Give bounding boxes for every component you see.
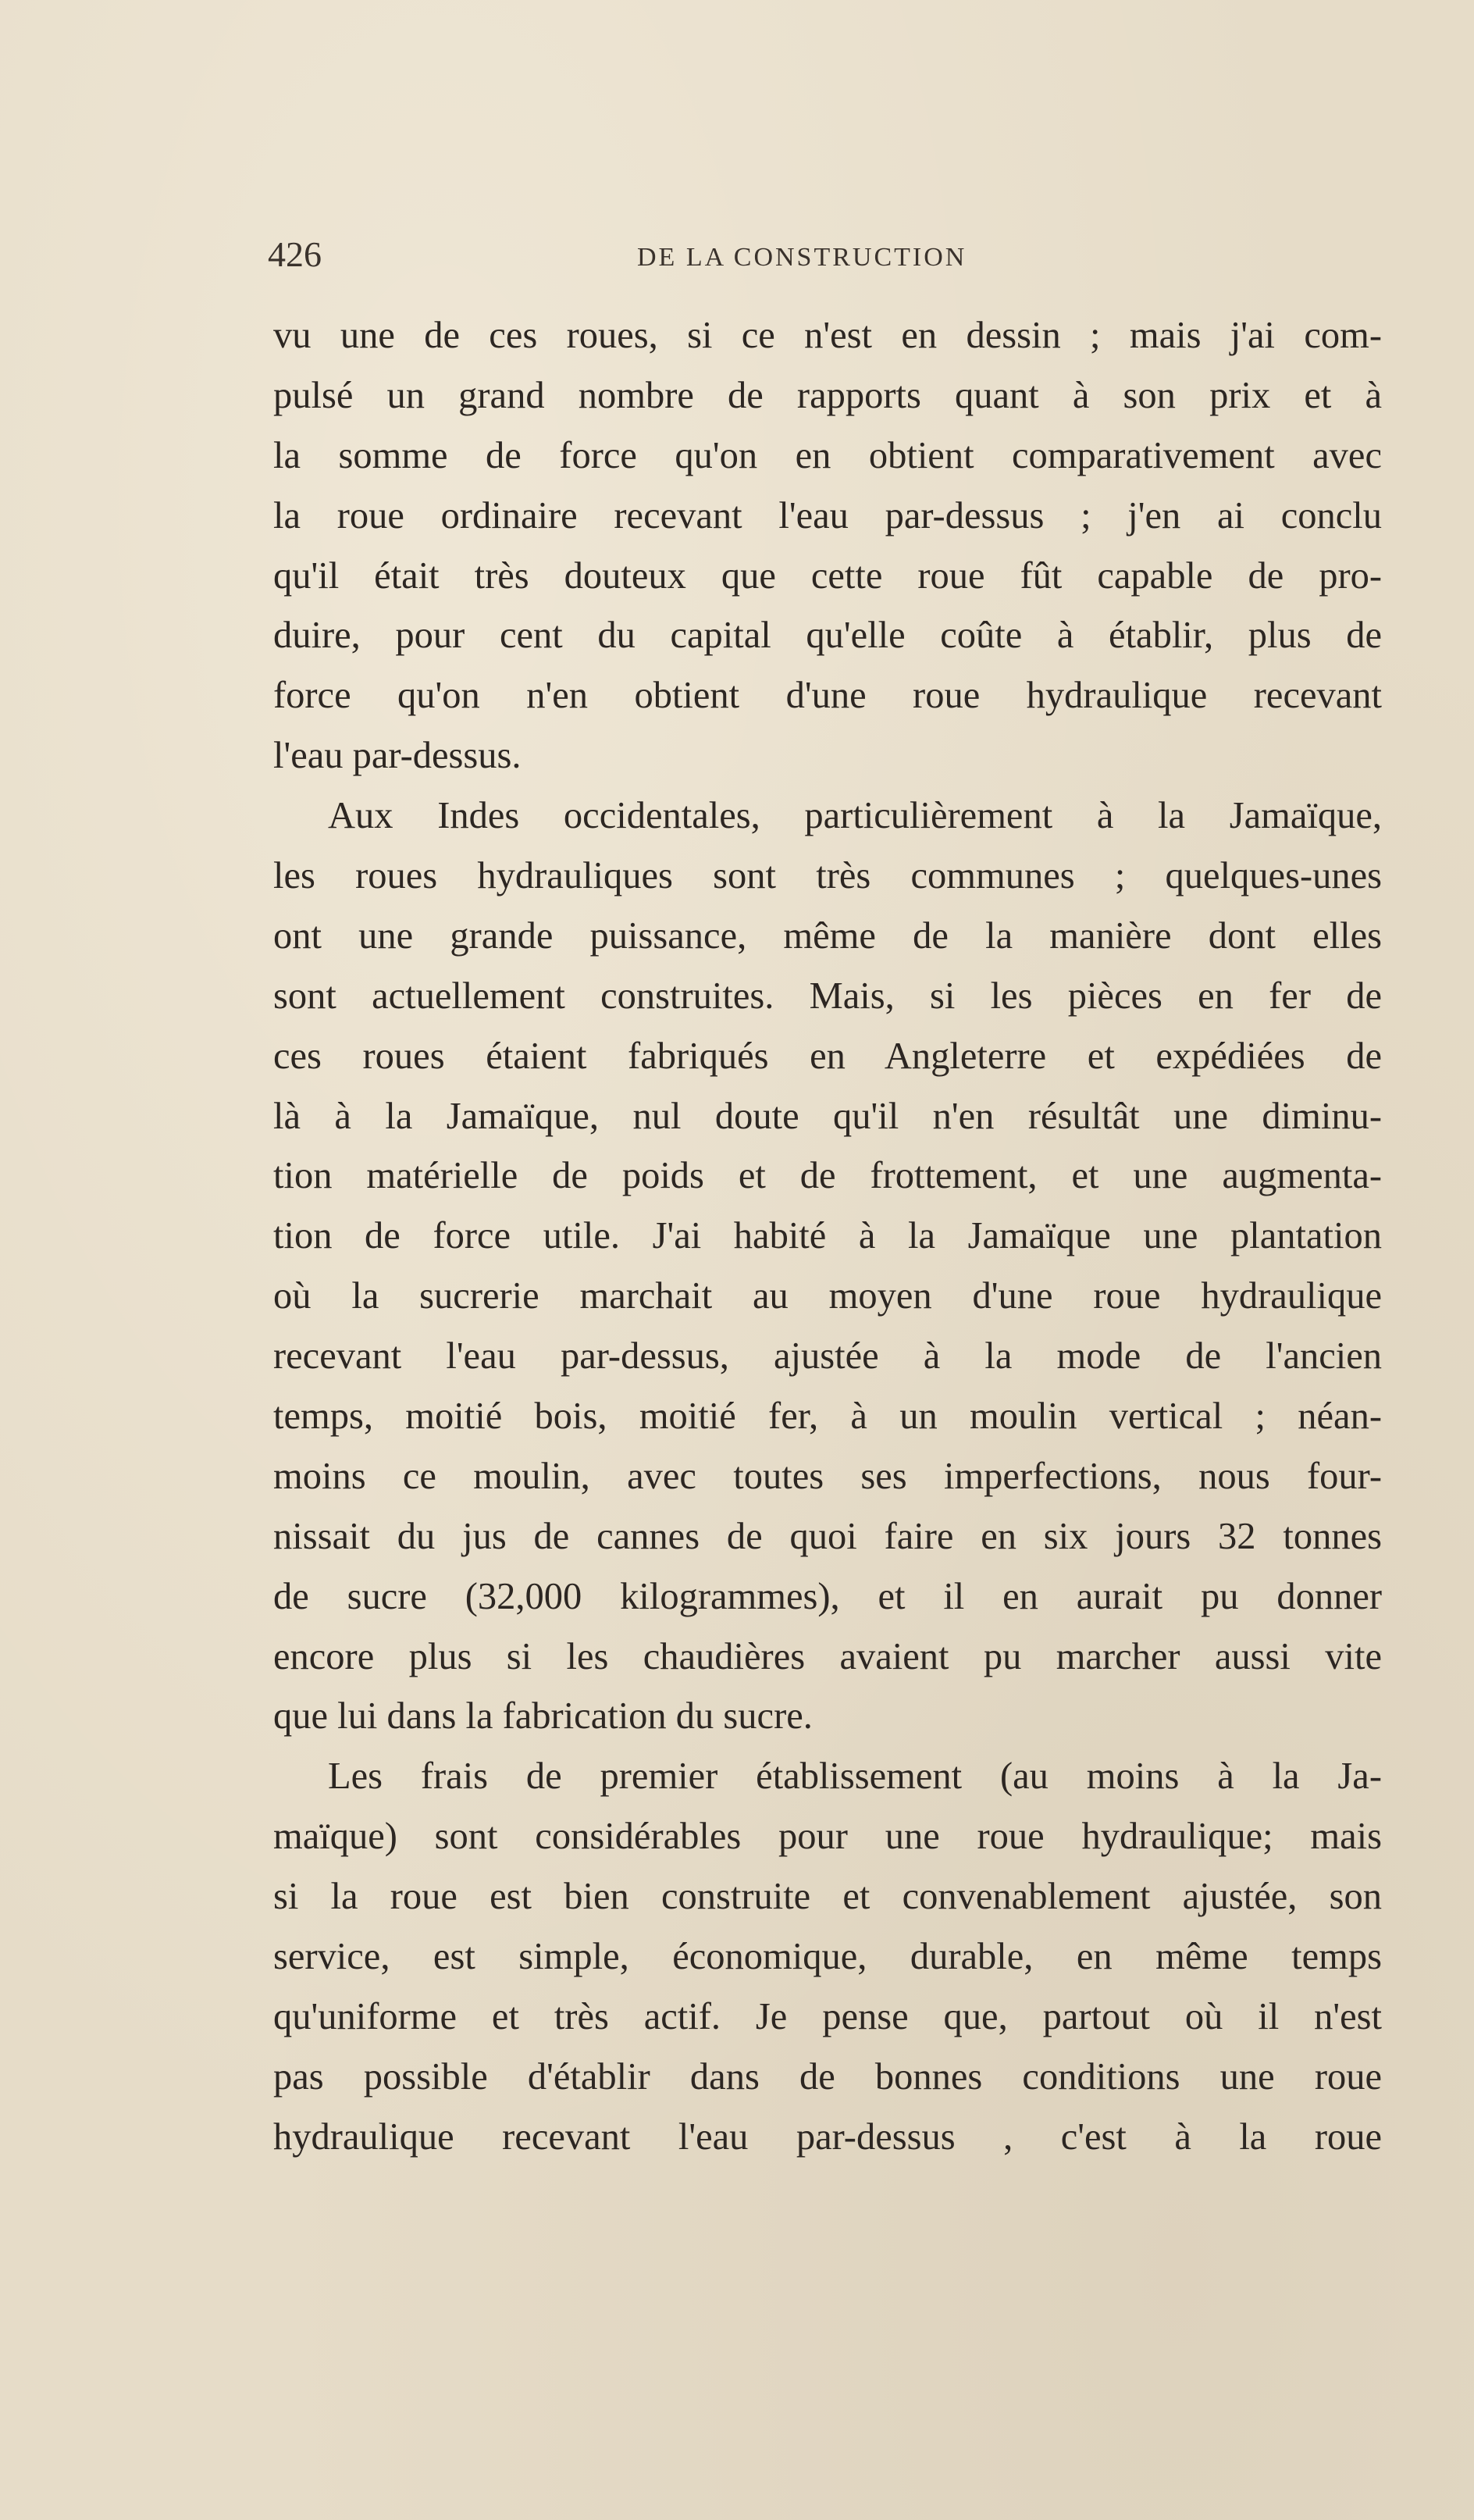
text-line: la somme de force qu'on en obtient comparativement avec bbox=[273, 434, 1382, 476]
text-line: vu une de ces roues, si ce n'est en dessin ; mais j'ai com- bbox=[273, 315, 1382, 356]
text-line: ces roues étaient fabriqués en Angleterre et expédiées de bbox=[273, 1035, 1382, 1077]
text-line: Les frais de premier établissement (au moins à la Ja- bbox=[328, 1755, 1382, 1798]
paragraph-3 bbox=[273, 1747, 1382, 2167]
paragraph-2 bbox=[273, 786, 1382, 1747]
running-head bbox=[268, 231, 1373, 278]
text-line: ont une grande puissance, même de la manière dont elles bbox=[273, 914, 1382, 957]
text-line: maïque) sont considérables pour une roue hydraulique; mais bbox=[273, 1816, 1382, 1858]
text-line: encore plus si les chaudières avaient pu marcher aussi vite bbox=[273, 1635, 1382, 1677]
text-line: où la sucrerie marchait au moyen d'une roue hydraulique bbox=[273, 1275, 1382, 1317]
text-line: hydraulique recevant l'eau par-dessus , c'est à la roue bbox=[273, 2115, 1382, 2158]
text-line: de sucre (32,000 kilogrammes), et il en aurait pu donner bbox=[273, 1575, 1382, 1617]
text-line: pas possible d'établir dans de bonnes conditions une roue bbox=[273, 2055, 1382, 2098]
text-line: force qu'on n'en obtient d'une roue hydraulique recevant bbox=[273, 675, 1382, 717]
text-line: duire, pour cent du capital qu'elle coûte à établir, plus de bbox=[273, 615, 1382, 657]
text-line: tion de force utile. J'ai habité à la Jamaïque une plantation bbox=[273, 1215, 1382, 1257]
body-text bbox=[273, 306, 1382, 2168]
text-line: sont actuellement construites. Mais, si les pièces en fer de bbox=[273, 975, 1382, 1017]
text-line: temps, moitié bois, moitié fer, à un moulin vertical ; néan- bbox=[273, 1395, 1382, 1438]
text-line: si la roue est bien construite et convenablement ajustée, son bbox=[273, 1876, 1382, 1918]
text-line: tion matérielle de poids et de frottement, et une augmenta- bbox=[273, 1155, 1382, 1197]
page-number: 426 bbox=[268, 234, 322, 274]
paragraph-1 bbox=[273, 306, 1382, 786]
text-line: pulsé un grand nombre de rapports quant à son prix et à bbox=[273, 374, 1382, 416]
text-line: les roues hydrauliques sont très communes ; quelques-unes bbox=[273, 855, 1382, 897]
running-title: DE LA CONSTRUCTION bbox=[637, 243, 967, 272]
text-line: l'eau par-dessus. bbox=[273, 735, 522, 777]
text-line: nissait du jus de cannes de quoi faire en six jours 32 tonnes bbox=[273, 1515, 1382, 1557]
text-line: qu'il était très douteux que cette roue fût capable de pro- bbox=[273, 554, 1382, 597]
text-line: service, est simple, économique, durable, en même temps bbox=[273, 1936, 1382, 1978]
text-line: que lui dans la fabrication du sucre. bbox=[273, 1695, 813, 1738]
text-line: Aux Indes occidentales, particulièrement à la Jamaïque, bbox=[328, 795, 1382, 837]
text-line: recevant l'eau par-dessus, ajustée à la mode de l'ancien bbox=[273, 1335, 1382, 1378]
text-line: qu'uniforme et très actif. Je pense que, partout où il n'est bbox=[273, 1995, 1382, 2037]
text-line: la roue ordinaire recevant l'eau par-dessus ; j'en ai conclu bbox=[273, 494, 1382, 536]
text-line: là à la Jamaïque, nul doute qu'il n'en résultât une diminu- bbox=[273, 1095, 1382, 1137]
text-line: moins ce moulin, avec toutes ses imperfections, nous four- bbox=[273, 1455, 1382, 1497]
